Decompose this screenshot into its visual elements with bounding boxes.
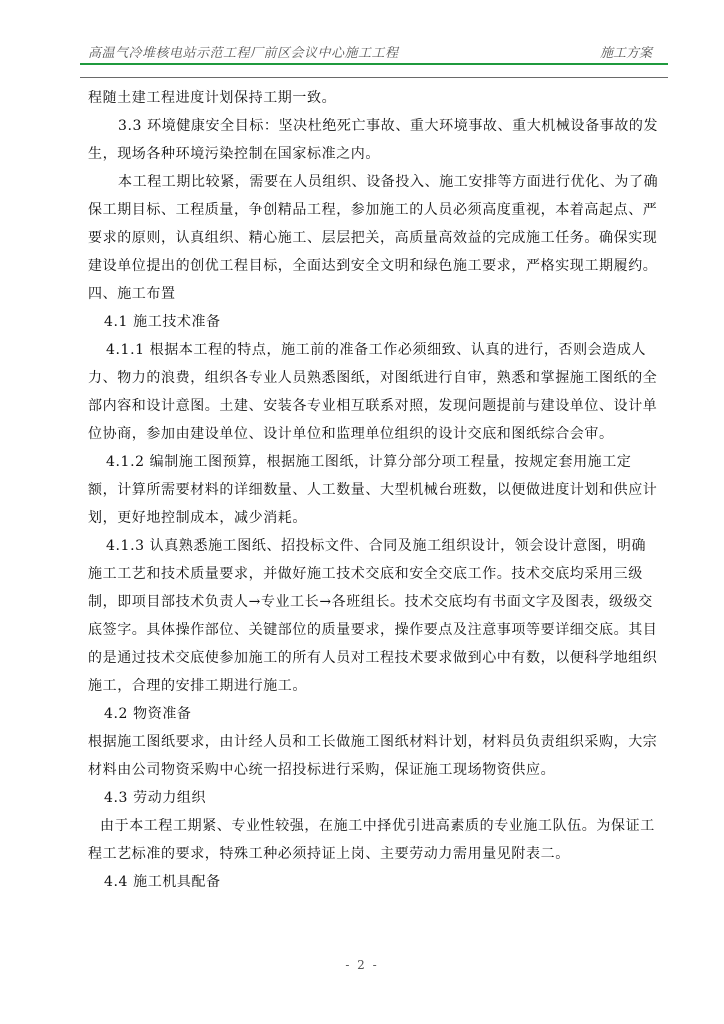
heading-4-1: 4.1 施工技术准备 xyxy=(104,314,221,330)
header-section: 施工方案 xyxy=(599,46,652,61)
paragraph-4-1-1: 4.1.1 根据本工程的特点，施工前的准备工作必须细致、认真的进行，否则会造成人力、物力的浪费，组织各专业人员熟悉图纸，对图纸进行自审，熟悉和掌握施工图纸的全部内容和设计意图。土建、安装各专业相互联系对照，发现问题提前与建设单位、设计单位协商，参加由建设单位、设计单位和监理单位组织的设计交底和图纸综合会审。 xyxy=(88,342,658,442)
paragraph-4-3: 由于本工程工期紧、专业性较强，在施工中择优引进高素质的专业施工队伍。为保证工程工艺标准的要求，特殊工种必须持证上岗、主要劳动力需用量见附表二。 xyxy=(88,818,655,862)
paragraph-continuation: 程随土建工程进度计划保持工期一致。 xyxy=(88,90,337,106)
document-body xyxy=(88,84,660,896)
paragraph-4-2: 根据施工图纸要求，由计经人员和工长做施工图纸材料计划，材料员负责组织采购，大宗材料由公司物资采购中心统一招投标进行采购，保证施工现场物资供应。 xyxy=(88,734,658,778)
paragraph-intro: 本工程工期比较紧，需要在人员组织、设备投入、施工安排等方面进行优化、为了确保工期目标、工程质量，争创精品工程，参加施工的人员必须高度重视，本着高起点、严要求的原则，认真组织、精心施工、层层把关，高质量高效益的完成施工任务。确保实现建设单位提出的创优工程目标，全面达到安全文明和绿色施工要求，严格实现工期履约。 xyxy=(88,174,659,274)
page-number: - 2 - xyxy=(345,958,379,972)
paragraph-4-1-2: 4.1.2 编制施工图预算，根据施工图纸，计算分部分项工程量，按规定套用施工定额，计算所需要材料的详细数量、人工数量、大型机械台班数，以便做进度计划和供应计划，更好地控制成本，减少消耗。 xyxy=(88,454,658,526)
paragraph-3-3: 3.3 环境健康安全目标：坚决杜绝死亡事故、重大环境事故、重大机械设备事故的发生，现场各种环境污染控制在国家标准之内。 xyxy=(88,118,659,162)
heading-4-4: 4.4 施工机具配备 xyxy=(104,874,221,890)
heading-4-2: 4.2 物资准备 xyxy=(104,706,192,722)
heading-4-3: 4.3 劳动力组织 xyxy=(104,790,207,806)
header-rule-thin xyxy=(80,77,668,78)
heading-section-4: 四、施工布置 xyxy=(88,286,176,302)
header-rule-green xyxy=(80,63,668,65)
header-title: 高温气冷堆核电站示范工程厂前区会议中心施工工程 xyxy=(88,46,399,61)
paragraph-4-1-3: 4.1.3 认真熟悉施工图纸、招投标文件、合同及施工组织设计，领会设计意图，明确施工工艺和技术质量要求，并做好施工技术交底和安全交底工作。技术交底均采用三级制，即项目部技术负责人→专业工长→各班组长。技术交底均有书面文字及图表，级级交底签字。具体操作部位、关键部位的质量要求，操作要点及注意事项等要详细交底。其目的是通过技术交底使参加施工的所有人员对工程技术要求做到心中有数，以便科学地组织施工，合理的安排工期进行施工。 xyxy=(88,538,658,694)
